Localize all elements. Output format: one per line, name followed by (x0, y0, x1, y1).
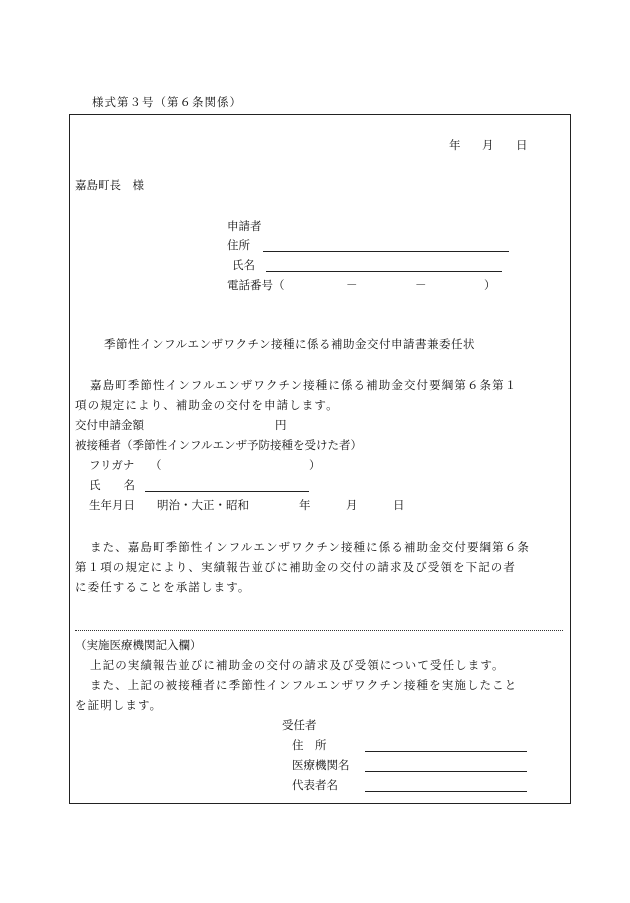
form-id: 様式第３号（第６条関係） (92, 95, 242, 109)
agent-heading: 受任者 (282, 718, 317, 732)
dob-label: 生年月日 (89, 498, 135, 512)
amount-label: 交付申請金額 (75, 418, 144, 432)
phone-close: ） (484, 278, 496, 292)
intro-line-2: 項の規定により、補助金の交付を申請します。 (75, 398, 339, 412)
delegation-line-2: 第１項の規定により、実績報告並びに補助金の交付の請求及び受領を下記の者 (75, 560, 516, 574)
medical-line-2: また、上記の被接種者に季節性インフルエンザワクチン接種を実施したこと (90, 678, 518, 692)
addressee: 嘉島町長 様 (75, 178, 144, 192)
agent-representative-field[interactable] (365, 791, 527, 792)
applicant-address-label: 住所 (227, 238, 250, 252)
dob-month: 月 (346, 498, 358, 512)
section-divider (75, 630, 563, 631)
amount-unit: 円 (275, 418, 287, 432)
recipient-name-field[interactable] (145, 491, 309, 492)
furigana-close: ） (309, 458, 321, 472)
recipient-name-label: 氏 名 (89, 478, 135, 492)
applicant-name-label: 氏名 (232, 258, 255, 272)
applicant-heading: 申請者 (227, 219, 262, 233)
recipient-heading: 被接種者（季節性インフルエンザ予防接種を受けた者） (75, 438, 363, 452)
document-title: 季節性インフルエンザワクチン接種に係る補助金交付申請書兼委任状 (104, 337, 475, 351)
applicant-name-field[interactable] (266, 271, 502, 272)
dob-eras: 明治・大正・昭和 (157, 498, 249, 512)
furigana-label: フリガナ (89, 458, 135, 472)
delegation-line-1: また、嘉島町季節性インフルエンザワクチン接種に係る補助金交付要綱第６条 (90, 540, 530, 554)
agent-address-field[interactable] (365, 751, 527, 752)
intro-line-1: 嘉島町季節性インフルエンザワクチン接種に係る補助金交付要綱第６条第１ (90, 378, 518, 392)
applicant-phone-label: 電話番号（ (227, 278, 285, 292)
medical-line-3: を証明します。 (75, 698, 163, 712)
date-day-label: 日 (516, 138, 528, 152)
agent-institution-field[interactable] (365, 771, 527, 772)
agent-institution-label: 医療機関名 (292, 758, 350, 772)
phone-dash-2: － (415, 278, 427, 292)
agent-representative-label: 代表者名 (292, 778, 338, 792)
medical-line-1: 上記の実績報告並びに補助金の交付の請求及び受領について受任します。 (90, 658, 505, 672)
dob-year: 年 (299, 498, 311, 512)
dob-day: 日 (393, 498, 405, 512)
furigana-open: （ (150, 458, 162, 472)
delegation-line-3: に委任することを承諾します。 (75, 580, 251, 594)
phone-dash-1: － (346, 278, 358, 292)
agent-address-label: 住 所 (292, 738, 327, 752)
date-year-label: 年 (449, 138, 461, 152)
medical-heading: （実施医療機関記入欄） (75, 638, 202, 652)
applicant-address-field[interactable] (263, 251, 509, 252)
date-month-label: 月 (482, 138, 494, 152)
